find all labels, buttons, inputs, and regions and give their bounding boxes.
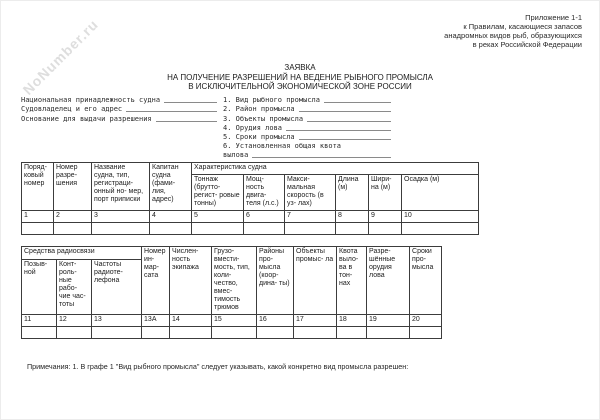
field-fishing-area [223,104,391,113]
col-fishing-periods: Сроки про- мысла [410,247,442,315]
column-number-cell: 2 [54,211,92,223]
column-number-cell: 19 [367,315,410,327]
empty-cell [22,223,54,235]
field-label: 6. Установленная общая квота [223,142,342,151]
field-permit-basis [21,113,217,122]
field-label: Национальная принадлежность судна [21,96,161,105]
empty-cell [285,223,336,235]
field-fishing-objects [223,113,391,122]
column-number-cell: 11 [22,315,57,327]
column-number-cell: 20 [410,315,442,327]
blank-line [286,130,391,131]
empty-cell [192,223,244,235]
column-number-cell: 14 [170,315,212,327]
t1-empty-data-row [22,223,479,235]
column-number-cell: 4 [150,211,192,223]
column-number-cell: 12 [57,315,92,327]
appendix-line: в реках Российской Федерации [472,40,582,49]
field-fishing-periods [223,132,391,141]
field-total-quota-continued [223,150,391,159]
col-max-speed: Макси- мальная скорость (в уз- лах) [285,175,336,211]
blank-line [324,102,391,103]
column-number-cell: 15 [212,315,257,327]
field-label: вылова [223,151,249,160]
col-fishing-areas: Районы про- мысла (коор- дина- ты) [257,247,294,315]
blank-line [252,157,391,158]
field-label: 5. Сроки промысла [223,132,295,141]
empty-cell [244,223,285,235]
column-number-cell: 16 [257,315,294,327]
title-line: НА ПОЛУЧЕНИЕ РАЗРЕШЕНИЙ НА ВЕДЕНИЕ РЫБНОГО ПРОМЫСЛА [167,72,433,82]
appendix-line: Приложение 1-1 [525,13,582,22]
col-crew-size: Числен- ность экипажа [170,247,212,315]
col-width: Шири- на (м) [369,175,402,211]
empty-cell [57,327,92,339]
empty-cell [92,223,150,235]
empty-cell [212,327,257,339]
column-number-cell: 5 [192,211,244,223]
col-control-frequencies: Конт- роль- ные рабо- чие час- тоты [57,259,92,314]
appendix-line: анадромных видов рыб, образующихся [444,31,582,40]
title-line: ЗАЯВКА [284,63,316,72]
col-inmarsat-number: Номер ин- мар- сата [142,247,170,315]
field-label: 4. Орудия лова [223,123,283,132]
t2-empty-data-row [22,327,442,339]
col-cargo-capacity: Грузо- вмести- мость, тип, коли- чество, вмес- тимость трюмов [212,247,257,315]
field-shipowner-address [21,104,217,113]
field-fishing-gear [223,123,391,132]
page-title [1,63,599,92]
blank-line [299,139,391,140]
empty-cell [402,223,479,235]
column-number-cell: 10 [402,211,479,223]
empty-cell [410,327,442,339]
t2-header-row-1 [22,247,442,260]
empty-cell [336,223,369,235]
empty-cell [367,327,410,339]
t1-header-row-1 [22,163,479,175]
t1-column-numbers-row [22,211,479,223]
t2-column-numbers-row [22,315,442,327]
column-number-cell: 13А [142,315,170,327]
col-draft: Осадка (м) [402,175,479,211]
column-number-cell: 8 [336,211,369,223]
column-number-cell: 6 [244,211,285,223]
empty-cell [257,327,294,339]
blank-line [307,121,391,122]
empty-cell [170,327,212,339]
title-line: В ИСКЛЮЧИТЕЛЬНОЙ ЭКОНОМИЧЕСКОЙ ЗОНЕ РОССИИ [188,82,412,91]
col-vessel-name: Название судна, тип, регистраци- онный но- мер, порт приписки [92,163,150,211]
form-left-column [21,95,217,159]
empty-cell [337,327,367,339]
col-callsign: Позыв- ной [22,259,57,314]
blank-line [299,111,391,112]
notes-footnote: Примечания: 1. В графе 1 "Вид рыбного промысла" следует указывать, какой конкретно вид промысла разрешен: [27,362,409,371]
column-number-cell: 18 [337,315,367,327]
vessels-table [21,162,479,235]
field-vessel-nationality [21,95,217,104]
col-fishing-objects: Объекты промыс- ла [294,247,337,315]
field-label: Основание для выдачи разрешения [21,114,152,123]
field-label: 2. Район промысла [223,105,295,114]
field-label: 1. Вид рыбного промысла [223,96,320,105]
form-right-column [223,95,391,159]
col-radiotelephone-frequencies: Частоты радиоте- лефона [92,259,142,314]
radio-and-quota-table [21,246,442,339]
empty-cell [54,223,92,235]
column-number-cell: 13 [92,315,142,327]
empty-cell [142,327,170,339]
empty-cell [92,327,142,339]
vessel-characteristics-header: Характеристика судна [192,163,479,175]
appendix-note [444,13,582,49]
blank-line [126,111,217,112]
column-number-cell: 17 [294,315,337,327]
empty-cell [150,223,192,235]
col-serial-number: Поряд- ковый номер [22,163,54,211]
blank-line [156,121,217,122]
column-number-cell: 1 [22,211,54,223]
col-permitted-gear: Разре- шённые орудия лова [367,247,410,315]
col-length: Длина (м) [336,175,369,211]
appendix-line: к Правилам, касающиеся запасов [463,22,582,31]
form-fields-section [21,95,391,159]
radio-comms-header: Средства радиосвязи [22,247,142,260]
col-engine-power: Мощ- ность двига- теля (л.с.) [244,175,285,211]
empty-cell [294,327,337,339]
field-fishery-type [223,95,391,104]
empty-cell [369,223,402,235]
watermark: NoNumber.ru [19,16,102,98]
field-total-quota [223,141,391,150]
field-label: Судовладелец и его адрес [21,105,123,114]
empty-cell [22,327,57,339]
col-captain: Капитан судна (фами- лия, адрес) [150,163,192,211]
column-number-cell: 9 [369,211,402,223]
field-label: 3. Объекты промысла [223,114,304,123]
column-number-cell: 7 [285,211,336,223]
col-tonnage: Тоннаж (брутто- регист- ровые тонны) [192,175,244,211]
blank-line [164,102,217,103]
col-permit-number: Номер разре- шения [54,163,92,211]
column-number-cell: 3 [92,211,150,223]
col-catch-quota: Квота выло- ва в тон- нах [337,247,367,315]
